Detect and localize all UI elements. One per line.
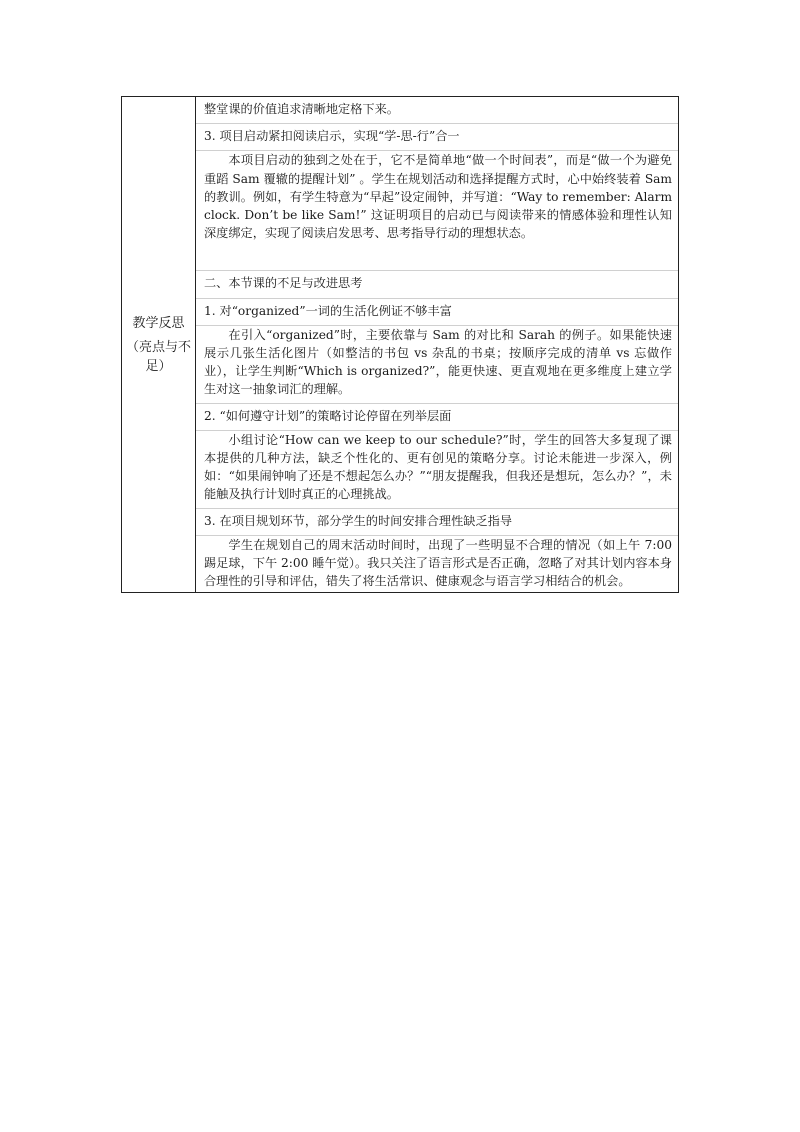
spacer <box>196 244 678 268</box>
row-label-cell <box>122 97 196 593</box>
shortfall-2-heading: 2. “如何遵守计划”的策略讨论停留在列举层面 <box>204 408 452 423</box>
shortfall-3-body: 学生在规划自己的周末活动时间时，出现了一些明显不合理的情况（如上午 7:00 踢足球，下午 2:00 睡午觉）。我只关注了语言形式是否正确，忽略了对其计划内容本身合理性的引导和评估，错失了将生活常识、健康观念与语言学习相结合的机会。 <box>204 537 672 589</box>
shortfall-2-body: 小组讨论“How can we keep to our schedule?”时，学生的回答大多复现了课本提供的几种方法，缺乏个性化的、更有创见的策略分享。讨论未能进一步深入，例如：“如果闹钟响了还是不想起怎么办？”“朋友提醒我，但我还是想玩，怎么办？”，未能触及执行计划时真正的心理挑战。 <box>204 432 672 502</box>
highlight-3-body: 本项目启动的独到之处在于，它不是简单地“做一个时间表”，而是“做一个为避免重蹈 Sam 覆辙的提醒计划” 。学生在规划活动和选择提醒方式时，心中始终装着 Sam 的教训。例如，有学生特意为“早起”设定闹钟，并写道：“Way to remember: Alarm clock. Don’t be like Sam!” 这证明项目的启动已与阅读带来的情感体验和理性认知深度绑定，实现了阅读启发思考、思考指导行动的理想状态。 <box>204 153 672 241</box>
continuation-text: 整堂课的价值追求清晰地定格下来。 <box>204 102 399 116</box>
table-row <box>122 97 679 593</box>
row-label-title: 教学反思 <box>132 315 185 331</box>
row-label-subtitle: （亮点与不足） <box>126 339 192 374</box>
shortfall-3-heading: 3. 在项目规划环节，部分学生的时间安排合理性缺乏指导 <box>204 513 513 528</box>
shortfall-1-body: 在引入“organized”时，主要依靠与 Sam 的对比和 Sarah 的例子。如果能快速展示几张生活化图片（如整洁的书包 vs 杂乱的书桌；按顺序完成的清单 vs 忘做作业），让学生判断“Which is organized?”，能更快速、更直观地在更多维度上建立学生对这一抽象词汇的理解。 <box>204 327 672 397</box>
section-2-title: 二、本节课的不足与改进思考 <box>204 276 363 291</box>
shortfall-1-heading: 1. 对“organized”一词的生活化例证不够丰富 <box>204 303 452 318</box>
content-cell <box>196 97 679 593</box>
reflection-table <box>121 96 679 593</box>
highlight-3-heading: 3. 项目启动紧扣阅读启示，实现“学-思-行”合一 <box>204 129 460 144</box>
